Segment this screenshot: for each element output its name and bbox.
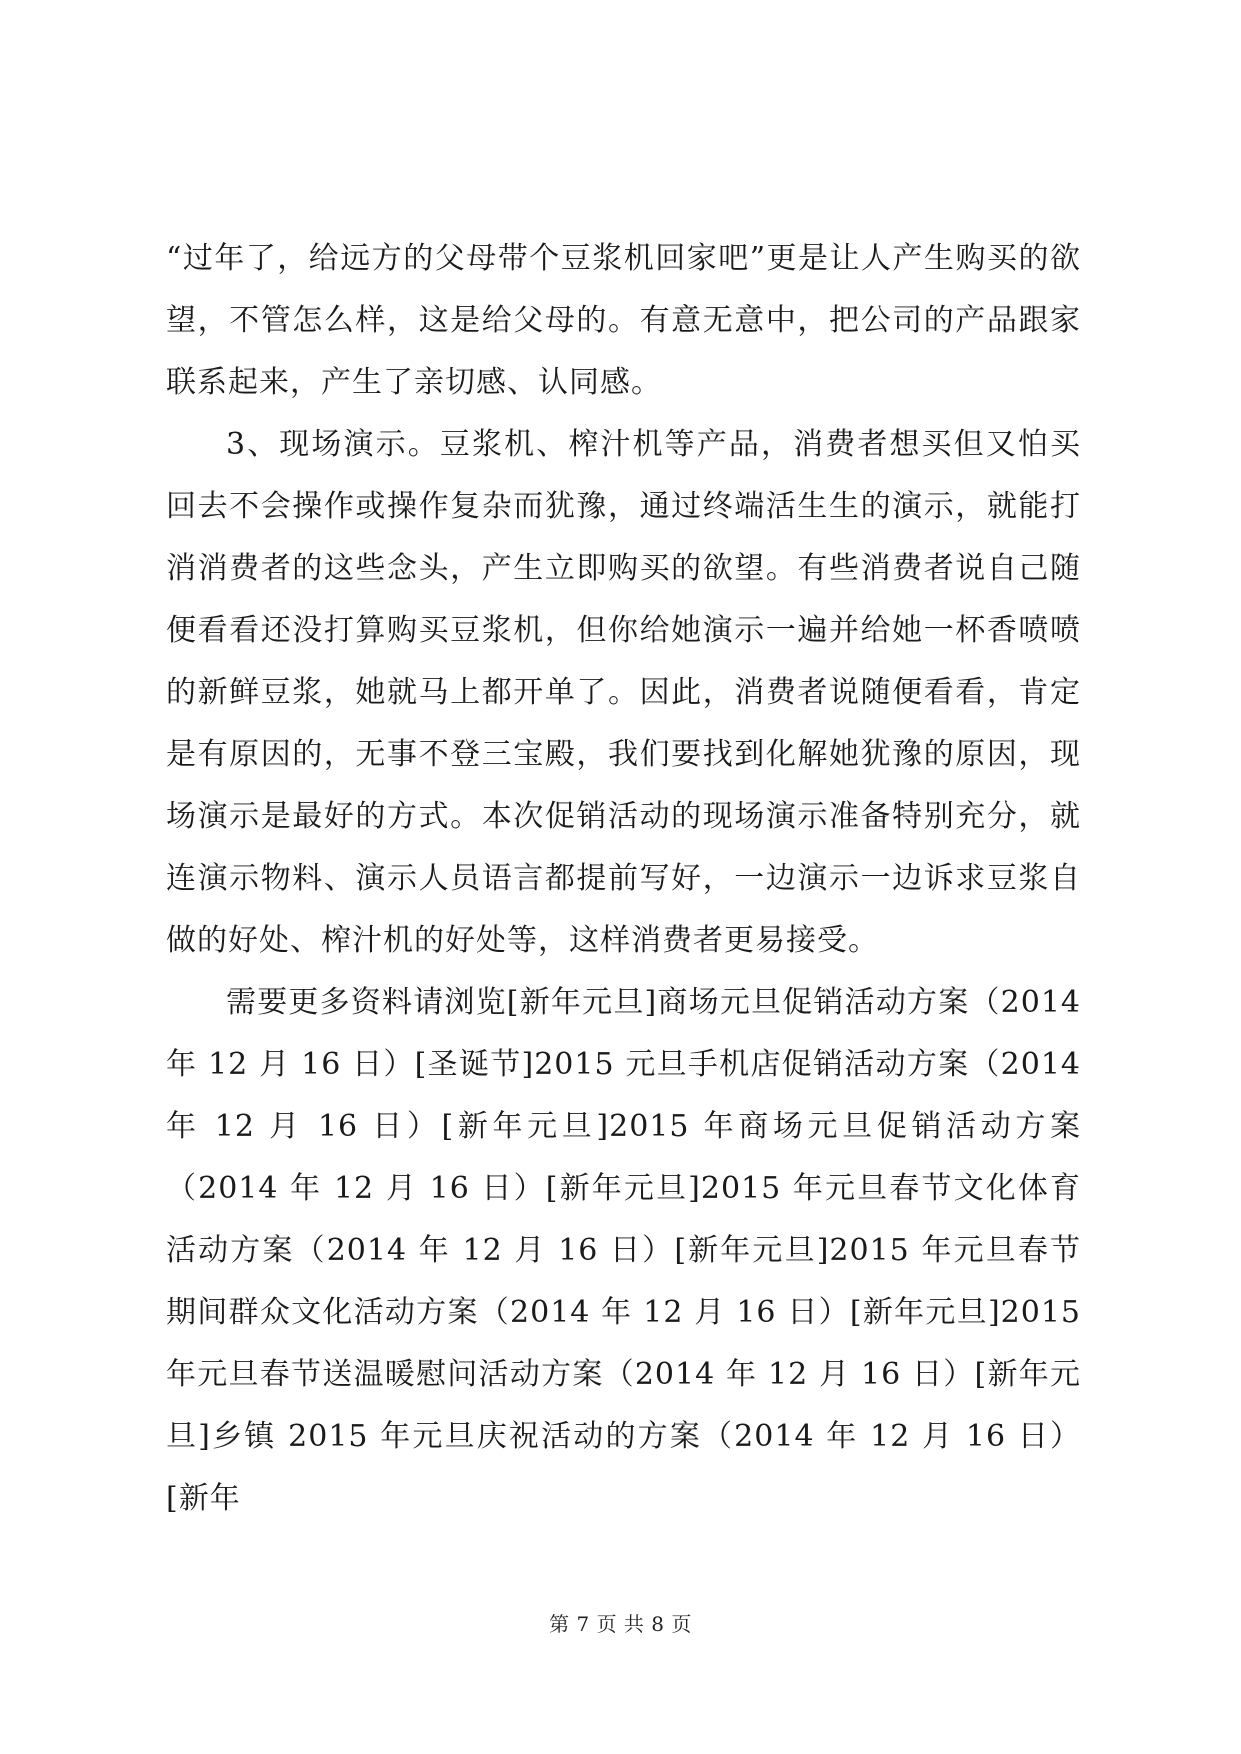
document-body [166,228,1081,1530]
page-footer: 第 7 页 共 8 页 [549,1612,692,1636]
paragraph: “过年了，给远方的父母带个豆浆机回家吧”更是让人产生购买的欲望，不管怎么样，这是给父母的。有意无意中，把公司的产品跟家联系起来，产生了亲切感、认同感。 [166,241,1081,400]
paragraph: 需要更多资料请浏览[新年元旦]商场元旦促销活动方案（2014 年 12 月 16 日）[圣诞节]2015 元旦手机店促销活动方案（2014 年 12 月 16 日）[新年元旦]2015 年商场元旦促销活动方案（2014 年 12 月 16 日）[新年元旦]2015 年元旦春节文化体育活动方案（2014 年 12 月 16 日）[新年元旦]2015 年元旦春节期间群众文化活动方案（2014 年 12 月 16 日）[新年元旦]2015 年元旦春节送温暖慰问活动方案（2014 年 12 月 16 日）[新年元旦]乡镇 2015 年元旦庆祝活动的方案（2014 年 12 月 16 日）[新年 [166,985,1081,1516]
paragraph: 3、现场演示。豆浆机、榨汁机等产品，消费者想买但又怕买回去不会操作或操作复杂而犹豫，通过终端活生生的演示，就能打消消费者的这些念头，产生立即购买的欲望。有些消费者说自己随便看看还没打算购买豆浆机，但你给她演示一遍并给她一杯香喷喷的新鲜豆浆，她就马上都开单了。因此，消费者说随便看看，肯定是有原因的，无事不登三宝殿，我们要找到化解她犹豫的原因，现场演示是最好的方式。本次促销活动的现场演示准备特别充分，就连演示物料、演示人员语言都提前写好，一边演示一边诉求豆浆自做的好处、榨汁机的好处等，这样消费者更易接受。 [166,427,1081,958]
